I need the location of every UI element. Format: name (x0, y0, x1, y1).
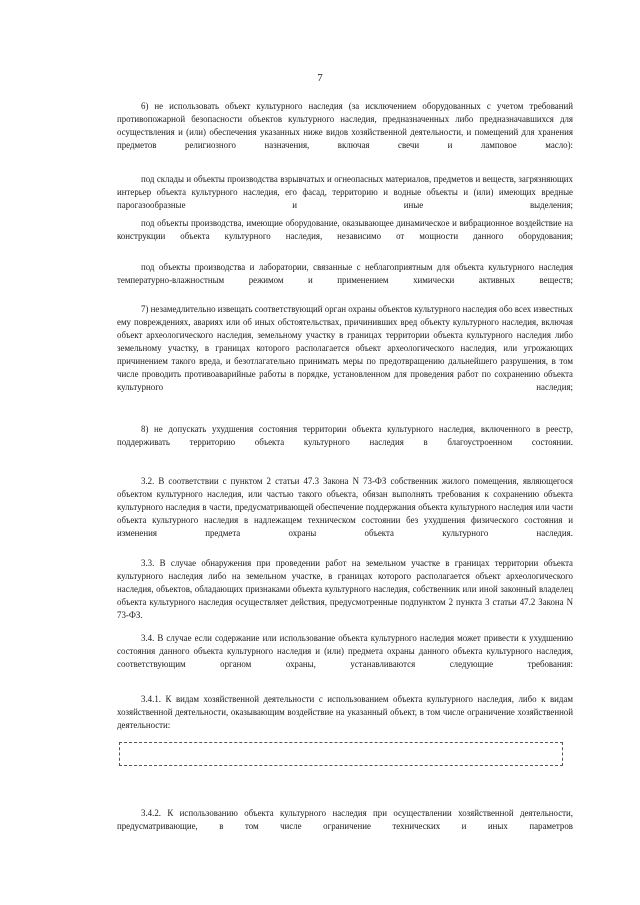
paragraph-3-4: 3.4. В случае если содержание или использование объекта культурного наследия может привести к ухудшению состояния данного объекта культурного наследия и (или) предмета охраны данного объекта культурного наследия, соответствующим органом охраны, устанавливаются следующие требования: (117, 633, 573, 669)
restriction-field[interactable] (119, 742, 563, 766)
paragraph-3-4-2: 3.4.2. К использованию объекта культурного наследия при осуществлении хозяйственной деятельности, предусматривающие, в том числе ограничение технических и иных параметров (117, 808, 573, 831)
page-number: 7 (317, 72, 323, 84)
paragraph-3-2: 3.2. В соответствии с пунктом 2 статьи 47.3 Закона N 73-ФЗ собственник жилого помещения, являющегося объектом культурного наследия, или частью такого объекта, обязан выполнять требования к сохранению объекта культурного наследия в части, предусматривающей обеспечение поддержания объекта культурного наследия или части объекта культурного наследия в надлежащем техническом состоянии без ухудшения физического состояния и изменения предмета охраны объекта культурного наследия. (117, 476, 573, 538)
paragraph-warehouses: под склады и объекты производства взрывчатых и огнеопасных материалов, предметов и веществ, загрязняющих интерьер объекта культурного наследия, его фасад, территорию и водные объекты и (или) имеющих вредные парогазообразные и иные выделения; (117, 174, 573, 210)
paragraph-laboratories: под объекты производства и лаборатории, связанные с неблагоприятным для объекта культурного наследия температурно-влажностным режимом и применением химически активных веществ; (117, 262, 573, 285)
paragraph-3-4-1: 3.4.1. К видам хозяйственной деятельности с использованием объекта культурного наследия, либо к видам хозяйственной деятельности, оказывающим воздействие на указанный объект, в том числе ограничение хозяйственной деятельности: (117, 694, 573, 730)
paragraph-item-6: 6) не использовать объект культурного наследия (за исключением оборудованных с учетом требований противопожарной безопасности объектов культурного наследия, предназначенных либо предназначавшихся для осуществления и (или) обеспечения указанных ниже видов хозяйственной деятельности, и помещений для хранения предметов религиозного назначения, включая свечи и ламповое масло): (117, 101, 573, 150)
paragraph-3-3: 3.3. В случае обнаружения при проведении работ на земельном участке в границах территории объекта культурного наследия либо на земельном участке, в границах которого располагается объект археологического наследия, объектов, обладающих признаками объекта культурного наследия, собственник или иной законный владелец объекта культурного наследия осуществляет действия, предусмотренные подпунктом 2 пункта 3 статьи 47.2 Закона N 73-ФЗ. (117, 558, 573, 620)
paragraph-item-7: 7) незамедлительно извещать соответствующий орган охраны объектов культурного наследия обо всех известных ему повреждениях, авариях или об иных обстоятельствах, причинивших вред объекту культурного наследия, включая объект археологического наследия, земельному участку в границах территории объекта культурного наследия либо земельному участку, в границах которого располагается объект археологического наследия, или угрожающих причинением такого вреда, и безотлагательно принимать меры по предотвращению дальнейшего разрушения, в том числе проводить противоаварийные работы в порядке, установленном для проведения работ по сохранению объекта культурного наследия; (117, 304, 573, 392)
paragraph-item-8: 8) не допускать ухудшения состояния территории объекта культурного наследия, включенного в реестр, поддерживать территорию объекта культурного наследия в благоустроенном состоянии. (117, 424, 573, 447)
paragraph-production-objects: под объекты производства, имеющие оборудование, оказывающее динамическое и вибрационное воздействие на конструкции объекта культурного наследия, независимо от мощности данного оборудования; (117, 218, 573, 241)
